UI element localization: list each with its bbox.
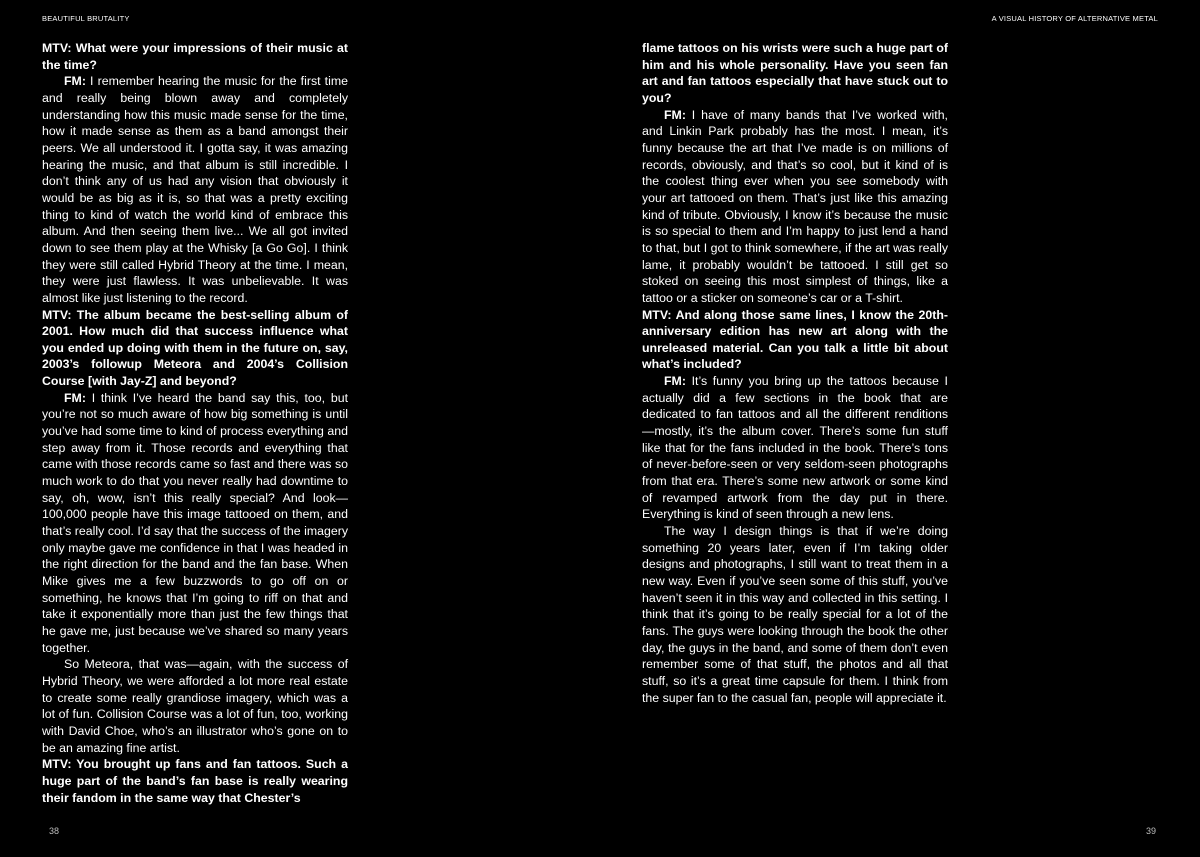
- interview-question: flame tattoos on his wrists were such a huge part of him and his whole personality. Have you seen fan art and fan tattoos especially that have stuck out to you?: [642, 41, 948, 105]
- speaker-label: FM:: [664, 107, 686, 122]
- body-column: [642, 40, 948, 706]
- running-head: A VISUAL HISTORY OF ALTERNATIVE METAL: [991, 14, 1158, 23]
- answer-text: I think I’ve heard the band say this, too, but you’re not so much aware of how big something is until you’ve had some time to kind of process everything and step away from it. Those records and everything that came with those records came so fast and there was so much work to do that you never really had downtime to say, oh, wow, isn’t this really special? And look—100,000 people have this image tattooed on them, and that’s really cool. I’d say that the success of the imagery only maybe gave me confidence in that I was headed in the right direction for the band and the fan base. When Mike gives me a few buzzwords to go off on or something, he knows that I’m going to riff on that and take it exponentially more than just the few things that he gave me, just because we’ve shared so many years together.: [42, 390, 348, 655]
- right-page: [600, 0, 1200, 857]
- interview-question: MTV: What were your impressions of their music at the time?: [42, 41, 348, 72]
- answer-text: I remember hearing the music for the first time and really being blown away and completely understanding how this music made sense for the time, how it made sense as them as a band amongst their peers. We all understood it. I gotta say, it was amazing hearing the music, and that album is still incredible. I don’t think any of us had any vision that obviously it would be as big as it is, so that was a pretty exciting thing to kind of watch the world kind of embrace this album. And then seeing them live... We all got invited down to see them play at the Whisky [a Go Go]. I think they were still called Hybrid Theory at the time. I mean, they were just flawless. It was unbelievable. It was almost like just listening to the record.: [42, 74, 348, 305]
- answer-text: It’s funny you bring up the tattoos because I actually did a few sections in the book that are dedicated to fan tattoos and all the different renditions —mostly, it’s the album cover. There’s some fun stuff like that for the fans included in the book. There’s tons of never-before-seen or very seldom-seen photographs from that era. There’s some new artwork or some kind of revamped artwork from the day put in there. Everything is kind of seen through a new lens.: [642, 374, 948, 522]
- interview-question: MTV: The album became the best-selling album of 2001. How much did that success influence what you ended up doing with them in the future on, say, 2003’s followup Meteora and 2004’s Collision Course [with Jay-Z] and beyond?: [42, 307, 348, 389]
- answer-continuation: The way I design things is that if we’re doing something 20 years later, even if I’m taking older designs and photographs, I still want to treat them in a new way. Even if you’ve seen some of this stuff, you’ve haven’t seen it in this way and collected in this setting. I think that it’s going to be really special for a lot of the fans. The guys were looking through the book the other day, the guys in the band, and some of them don’t even remember some of that stuff, the photos and all that stuff, so it’s a great time capsule for them. I think from the super fan to the casual fan, people will appreciate it.: [642, 524, 948, 705]
- body-column: [42, 40, 348, 806]
- interview-answer: [42, 390, 348, 657]
- interview-answer: [642, 107, 948, 307]
- interview-answer: [42, 73, 348, 306]
- page-number: 39: [1145, 826, 1156, 836]
- answer-continuation: So Meteora, that was—again, with the success of Hybrid Theory, we were afforded a lot more real estate to create some really grandiose imagery, which was a lot of fun. Collision Course was a lot of fun, too, working with David Choe, who’s an illustrator who’s gone on to be an amazing fine artist.: [42, 657, 348, 755]
- speaker-label: FM:: [64, 74, 86, 89]
- interview-answer: [642, 373, 948, 523]
- speaker-label: FM:: [64, 390, 86, 405]
- speaker-label: FM:: [664, 374, 686, 389]
- page-number: 38: [49, 826, 60, 836]
- running-head: BEAUTIFUL BRUTALITY: [42, 14, 130, 23]
- interview-question: MTV: You brought up fans and fan tattoos. Such a huge part of the band’s fan base is really wearing their fandom in the same way that Chester’s: [42, 757, 348, 805]
- answer-text: I have of many bands that I’ve worked with, and Linkin Park probably has the most. I mean, it’s funny because the art that I’ve made is on millions of records, obviously, and that’s so cool, but it kind of is the coolest thing ever when you see somebody with your art tattooed on them. That’s just like this amazing kind of tribute. Obviously, I know it’s because the music is so special to them and I’m happy to just lend a hand to that, but I got to think somewhere, if the art was really lame, it probably wouldn’t be tattooed. I still get so stoked on seeing this most simplest of things, like a tattoo or a sticker on someone’s car or a T-shirt.: [642, 107, 949, 305]
- interview-question: MTV: And along those same lines, I know the 20th-anniversary edition has new art along with the unreleased material. Can you talk a little bit about what’s included?: [642, 307, 948, 372]
